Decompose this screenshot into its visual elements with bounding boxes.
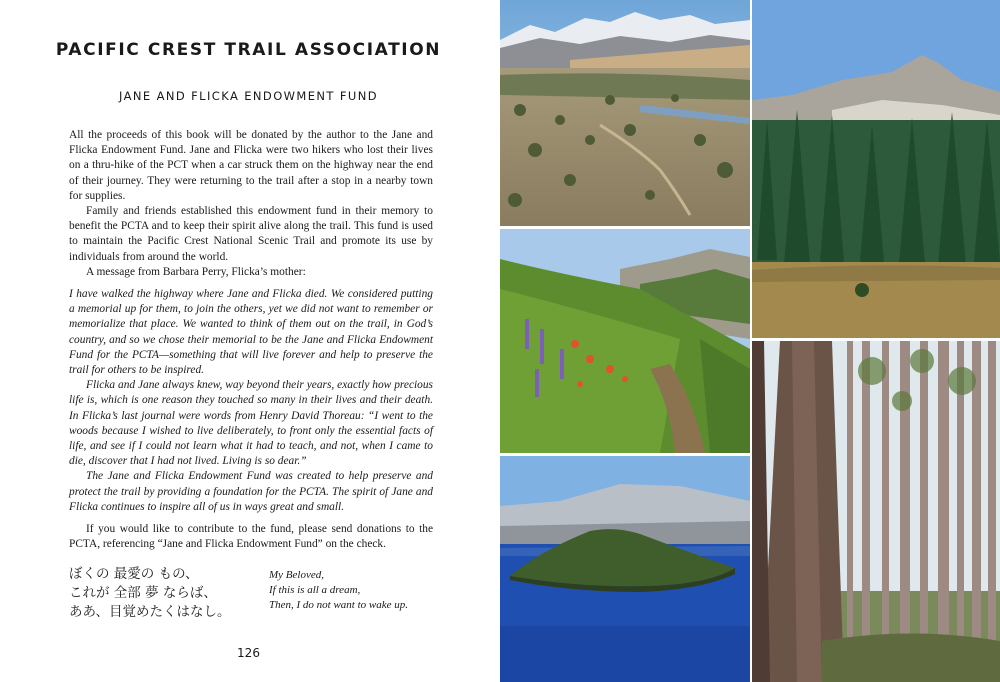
desert-valley-photo bbox=[500, 0, 750, 226]
poem-japanese bbox=[69, 565, 230, 622]
poem-line: ぼくの 最愛の もの、 bbox=[69, 566, 199, 582]
page-title: PACIFIC CREST TRAIL ASSOCIATION bbox=[55, 40, 442, 60]
forest-trunks-photo bbox=[752, 341, 1000, 682]
body-text bbox=[69, 128, 433, 552]
wildflower-trail-photo bbox=[500, 229, 750, 453]
page-number: 126 bbox=[237, 646, 260, 660]
poem-line: これが 全部 夢 ならば、 bbox=[69, 585, 217, 601]
quote-paragraph: The Jane and Flicka Endowment Fund was created to help preserve and protect the trail by providing a foundation for the PCTA. The spirit of Jane and Flicka continues to inspire all of us in ways great and small. bbox=[69, 470, 433, 513]
mountain-meadow-photo bbox=[752, 0, 1000, 338]
poem-line: Then, I do not want to wake up. bbox=[269, 599, 409, 611]
poem-english bbox=[269, 568, 408, 613]
paragraph: All the proceeds of this book will be donated by the author to the Jane and Flicka Endowment Fund. Jane and Flicka were two hikers who lost their lives on a thru-hike of the PCT when a car struck them on the highway near the end of their journey. They were returning to the trail after a stop in a nearby town for supplies. bbox=[69, 129, 433, 202]
paragraph: A message from Barbara Perry, Flicka’s mother: bbox=[86, 265, 306, 278]
quote-paragraph: I have walked the highway where Jane and Flicka died. We considered putting a memorial up for them, to join the others, yet we did not want to remember or memorialize that place. We wanted to think of them out on the trail, in God’s country, and so we chose their memorial to be the Jane and Flicka Endowment Fund for the PCTA—something that will live forever and help to preserve the trail for others to be inspired. bbox=[69, 288, 433, 377]
paragraph: Family and friends established this endowment fund in their memory to benefit the PCTA and to keep their spirit alive along the trail. This fund is used to maintain the Pacific Crest National Scenic Trail and promote its use by individuals from around the world. bbox=[69, 205, 433, 263]
left-page bbox=[0, 0, 497, 682]
poem-line: My Beloved, bbox=[269, 569, 324, 581]
closing-paragraph: If you would like to contribute to the fund, please send donations to the PCTA, referencing “Jane and Flicka Endowment Fund” on the check. bbox=[69, 523, 433, 551]
poem-line: If this is all a dream, bbox=[269, 584, 361, 596]
quote-paragraph: Flicka and Jane always knew, way beyond their years, exactly how precious life is, which is one reason they touched so many in their lives and their death. In Flicka’s last journal were words from Henry David Thoreau: “I went to the woods because I wished to live deliberately, to front only the essential facts of life, and see if I could not learn what it had to teach, and not, when I came to die, discover that I had not lived. Living is so dear.” bbox=[69, 379, 433, 468]
poem-line: ああ、目覚めたくはなし。 bbox=[69, 604, 231, 620]
crater-lake-photo bbox=[500, 456, 750, 682]
page-subtitle: JANE AND FLICKA ENDOWMENT FUND bbox=[119, 89, 378, 103]
